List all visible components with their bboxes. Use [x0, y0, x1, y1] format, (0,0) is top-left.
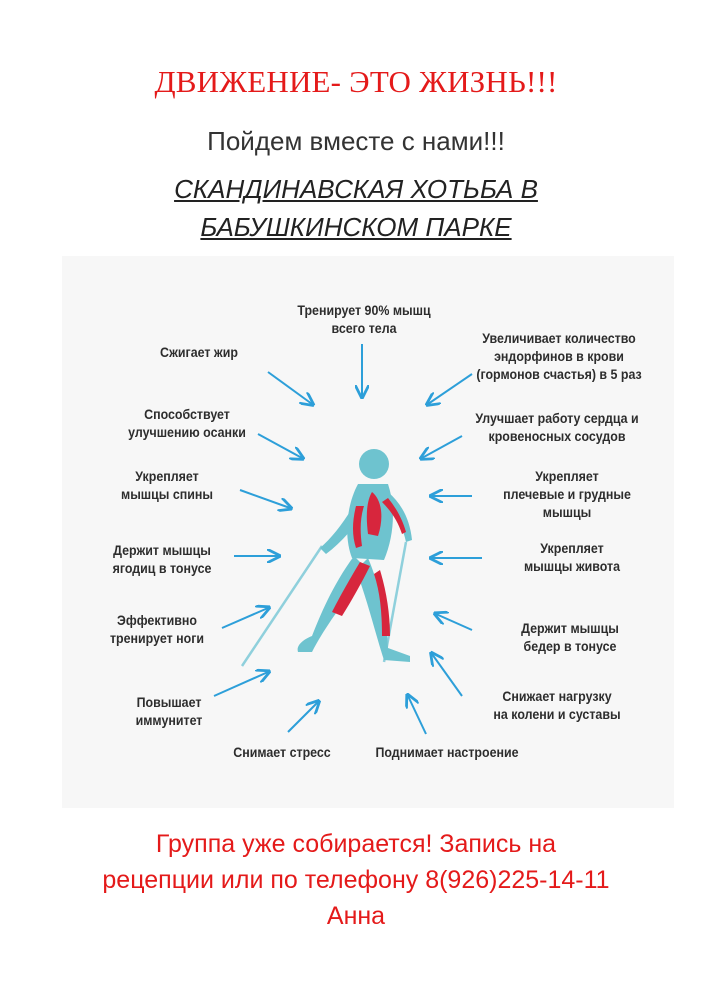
benefit-legs: Эффективно тренирует ноги	[109, 613, 205, 646]
benefit-heart: Улучшает работу сердца и кровеносных сосудов	[475, 411, 639, 444]
arrow-back	[240, 490, 290, 508]
signup-line-2: рецепции или по телефону 8(926)225-14-11	[102, 866, 610, 894]
benefit-back-muscles: Укрепляет мышцы спины	[121, 469, 213, 502]
benefit-shoulders: Укрепляет плечевые и грудные мышцы	[503, 469, 631, 520]
benefit-posture: Способствует улучшению осанки	[128, 407, 246, 440]
event-heading-line-1: СКАНДИНАВСКАЯ ХОТЬБА В	[174, 174, 538, 204]
benefit-stress: Снимает стресс	[233, 745, 331, 760]
signup-info	[0, 826, 712, 934]
arrow-mood	[408, 696, 426, 734]
walking-figure	[242, 449, 412, 666]
arrow-knees	[432, 654, 462, 696]
benefit-trains-muscles: Тренирует 90% мышц всего тела	[297, 303, 431, 336]
event-heading-line-2: БАБУШКИНСКОМ ПАРКЕ	[200, 212, 512, 242]
figure-head	[359, 449, 389, 479]
benefit-knees: Снижает нагрузку на колени и суставы	[493, 689, 621, 722]
signup-line-1: Группа уже собирается! Запись на	[155, 830, 557, 858]
contact-name: Анна	[326, 902, 386, 930]
arrow-stress	[288, 702, 318, 732]
arrow-legs	[222, 608, 268, 628]
benefit-immunity: Повышает иммунитет	[135, 695, 203, 728]
nordic-walking-infographic	[62, 256, 674, 808]
benefit-abs: Укрепляет мышцы живота	[523, 541, 621, 574]
invitation-subtitle: Пойдем вместе с нами!!!	[207, 126, 505, 156]
benefit-glutes: Держит мышцы ягодиц в тонусе	[112, 543, 212, 576]
benefit-thighs: Держит мышцы бедер в тонусе	[521, 621, 619, 654]
arrow-fat	[268, 372, 312, 404]
event-heading	[0, 170, 712, 246]
page-title: ДВИЖЕНИЕ- ЭТО ЖИЗНЬ!!!	[154, 64, 558, 99]
arrow-heart	[422, 436, 462, 458]
arrow-posture	[258, 434, 302, 458]
benefit-endorphins: Увеличивает количество эндорфинов в крови (гормонов счастья) в 5 раз	[476, 331, 642, 382]
arrow-thighs	[436, 614, 472, 630]
arrow-immunity	[214, 672, 268, 696]
benefit-mood: Поднимает настроение	[375, 745, 519, 760]
benefit-burns-fat: Сжигает жир	[160, 345, 238, 360]
